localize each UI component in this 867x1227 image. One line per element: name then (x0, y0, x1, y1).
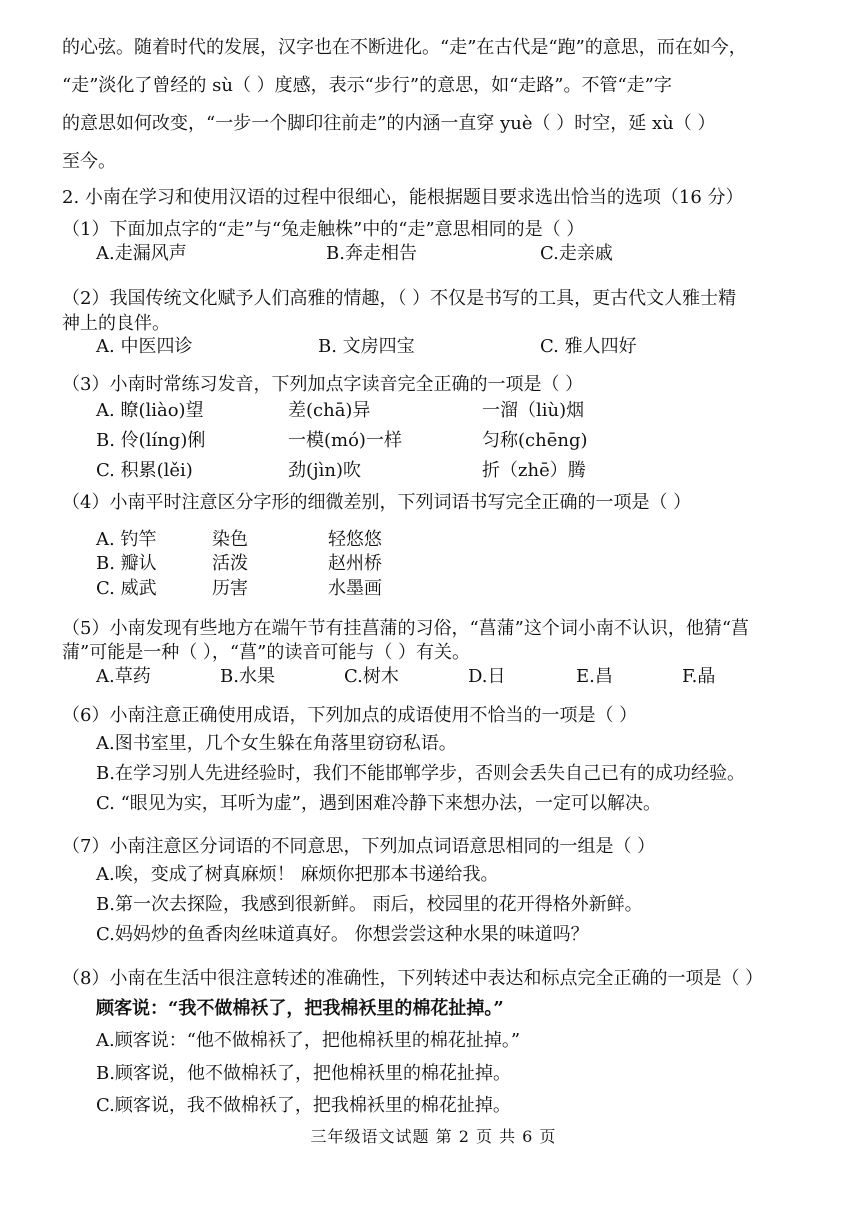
intro-line-4: 至今。 (62, 151, 116, 172)
q5-options (96, 664, 827, 690)
q8-quote: 顾客说：“我不做棉袄了，把我棉袄里的棉花扯掉。” (96, 998, 504, 1019)
q4-c-2: 历害 (212, 578, 248, 599)
q4-a-2: 染色 (212, 529, 248, 550)
q5-option-e: E.昌 (576, 666, 613, 687)
q4-b-1: B. 瓣认 (96, 553, 157, 574)
q4-a-3: 轻悠悠 (328, 529, 382, 550)
q3-row-a (96, 398, 827, 424)
q4-c-1: C. 威武 (96, 578, 157, 599)
q2-option-a: A. 中医四诊 (96, 336, 193, 357)
q6-option-a: A.图书室里，几个女生躲在角落里窃窃私语。 (96, 733, 457, 754)
q6-option-c: C. “眼见为实，耳听为虚”，遇到困难冷静下来想办法，一定可以解决。 (96, 793, 661, 814)
q1-option-b: B.奔走相告 (326, 243, 417, 264)
q5-stem-1: （5）小南发现有些地方在端午节有挂菖蒲的习俗，“菖蒲”这个词小南不认识，他猜“菖 (62, 618, 750, 639)
q4-a-1: A. 钓竿 (96, 529, 157, 550)
q7-option-c: C.妈妈炒的鱼香肉丝味道真好。 你想尝尝这种水果的味道吗？ (96, 924, 589, 945)
q3-b-2: 一模(mó)一样 (288, 430, 402, 451)
q3-b-1: B. 伶(líng)俐 (96, 430, 206, 451)
q7-option-b: B.第一次去探险，我感到很新鲜。 雨后，校园里的花开得格外新鲜。 (96, 894, 643, 915)
q3-c-3: 折（zhē）腾 (482, 460, 586, 481)
q7-option-a: A.唉，变成了树真麻烦！ 麻烦你把那本书递给我。 (96, 864, 499, 885)
q2-option-c: C. 雅人四好 (540, 336, 637, 357)
q2-options (96, 334, 827, 360)
q1-stem: （1）下面加点字的“走”与“兔走触株”中的“走”意思相同的是（ ） (62, 219, 585, 240)
q3-a-1: A. 瞭(liào)望 (96, 400, 204, 421)
intro-line-2: “走”淡化了曾经的 sù（ ）度感，表示“步行”的意思，如“走路”。不管“走”字 (62, 75, 672, 96)
q5-option-c: C.树木 (344, 666, 399, 687)
q2-stem-1: （2）我国传统文化赋予人们高雅的情趣，（ ）不仅是书写的工具，更古代文人雅士精 (62, 288, 737, 309)
q4-b-2: 活泼 (212, 553, 248, 574)
q1-option-c: C.走亲戚 (540, 243, 613, 264)
q3-c-1: C. 积累(lěi) (96, 460, 193, 481)
q2-stem-2: 神上的良伴。 (62, 313, 170, 334)
q3-row-b (96, 428, 827, 454)
intro-line-3: 的意思如何改变，“一步一个脚印往前走”的内涵一直穿 yuè（ ）时空，延 xù（ ） (62, 113, 716, 134)
q1-option-a: A.走漏风声 (96, 243, 187, 264)
intro-line-1: 的心弦。随着时代的发展，汉字也在不断进化。“走”在古代是“跑”的意思，而在如今， (62, 37, 747, 58)
q5-option-a: A.草药 (96, 666, 151, 687)
q4-b-3: 赵州桥 (328, 553, 382, 574)
q4-row-a (96, 527, 827, 553)
q3-c-2: 劲(jìn)吹 (288, 460, 361, 481)
q5-option-b: B.水果 (220, 666, 275, 687)
q2-option-b: B. 文房四宝 (318, 336, 415, 357)
q5-stem-2: 蒲”可能是一种（ ），“菖”的读音可能与（ ）有关。 (62, 642, 471, 663)
q4-row-c (96, 576, 827, 602)
section-title: 2. 小南在学习和使用汉语的过程中很细心，能根据题目要求选出恰当的选项（16 分） (62, 187, 744, 208)
q3-stem: （3）小南时常练习发音，下列加点字读音完全正确的一项是（ ） (62, 374, 584, 395)
q6-option-b: B.在学习别人先进经验时，我们不能邯郸学步，否则会丢失自己已有的成功经验。 (96, 763, 745, 784)
q3-a-2: 差(chā)异 (288, 400, 371, 421)
q8-option-b: B.顾客说，他不做棉袄了，把他棉袄里的棉花扯掉。 (96, 1063, 511, 1084)
q4-row-b (96, 551, 827, 577)
q5-option-f: F.晶 (682, 666, 716, 687)
page-footer: 三年级语文试题 第 2 页 共 6 页 (310, 1127, 557, 1146)
q6-stem: （6）小南注意正确使用成语，下列加点的成语使用不恰当的一项是（ ） (62, 705, 638, 726)
q3-a-3: 一溜（liù)烟 (482, 400, 585, 421)
q8-option-a: A.顾客说：“他不做棉袄了，把他棉袄里的棉花扯掉。” (96, 1030, 521, 1051)
q1-options (96, 241, 827, 267)
q8-option-c: C.顾客说，我不做棉袄了，把我棉袄里的棉花扯掉。 (96, 1095, 511, 1116)
q4-stem: （4）小南平时注意区分字形的细微差别，下列词语书写完全正确的一项是（ ） (62, 492, 692, 513)
q3-row-c (96, 458, 827, 484)
q5-option-d: D.日 (468, 666, 506, 687)
q7-stem: （7）小南注意区分词语的不同意思，下列加点词语意思相同的一组是（ ） (62, 836, 656, 857)
q8-stem: （8）小南在生活中很注意转述的准确性，下列转述中表达和标点完全正确的一项是（ ） (62, 968, 764, 989)
q4-c-3: 水墨画 (328, 578, 382, 599)
q3-b-3: 匀称(chēng) (482, 430, 588, 451)
